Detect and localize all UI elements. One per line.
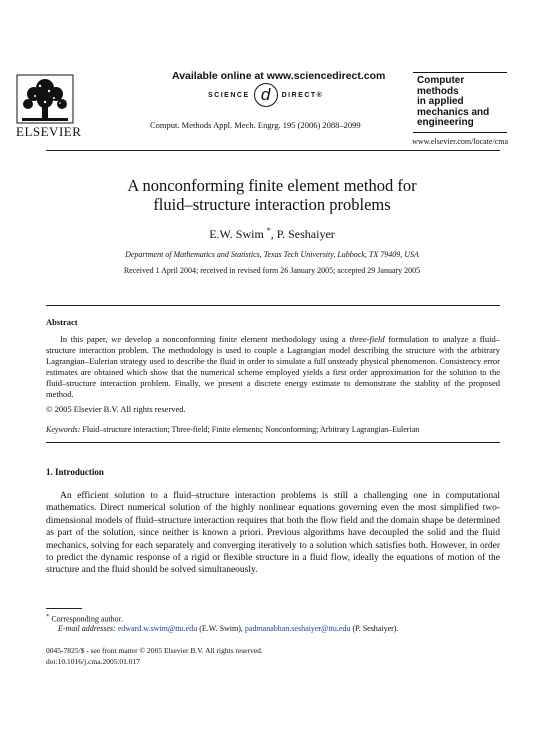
paper-title [0, 176, 544, 214]
authors [0, 226, 544, 242]
journal-title-line: in applied [417, 96, 464, 107]
footnote-mark: * [46, 613, 50, 620]
author-swim: E.W. Swim [209, 227, 264, 241]
elsevier-tree-logo-icon [16, 70, 74, 130]
author-seshaiyer: , P. Seshaiyer [270, 227, 335, 241]
abstract-emphasis: three-field [349, 334, 385, 344]
journal-title-line: mechanics and [417, 106, 490, 118]
journal-logo [413, 72, 507, 136]
available-online-text: Available online at www.sciencedirect.com [172, 70, 386, 82]
footnote-corresponding [46, 613, 123, 624]
email-name-seshaiyer: (P. Seshaiyer). [350, 624, 399, 633]
footnote-emails [58, 624, 398, 633]
copyright-notice: © 2005 Elsevier B.V. All rights reserved. [46, 404, 186, 414]
email-link-swim[interactable]: edward.w.swim@ttu.edu [117, 624, 198, 633]
sd-left-text: SCIENCE [208, 91, 250, 99]
affiliation: Department of Mathematics and Statistics, Texas Tech University, Lubbock, TX 79409, USA [125, 250, 419, 259]
journal-logo-rule [413, 132, 507, 136]
sd-right-text: DIRECT® [281, 91, 324, 99]
history-dates: Received 1 April 2004; received in revised form 26 January 2005; accepted 29 January 2005 [123, 266, 421, 275]
keywords-label: Keywords: [46, 425, 81, 434]
abstract-top-divider [46, 305, 500, 306]
abstract-heading: Abstract [46, 317, 78, 327]
sd-at-icon: d [254, 83, 278, 107]
introduction-body [46, 490, 500, 577]
intro-paragraph: An efficient solution to a fluid–structure interaction problems is still a challenging one in computational mathematics. Direct numerical solution of the highly nonlinear equations governing even the most simplified two-dimensional models of fluid–structure interaction requires that both the flow field and the domain shape be determined as part of the solution, since neither is known a priori. Previous algorithms have decoupled the solid and the fluid mechanics, solving for each separately and converging iteratively to a solution which satisfies both. However, in order to predict the dynamic response of a rigid or flexible structure in a fluid flow, ideally the equations of motion of the structure and the fluid should be solved simultaneously. [46, 491, 500, 576]
abstract-text-1: In this paper, we develop a nonconforming finite element methodology using a [60, 334, 350, 344]
header-divider [46, 150, 500, 151]
keywords [46, 425, 419, 434]
abstract-bottom-divider [46, 442, 500, 443]
journal-title-line: Computer methods [417, 75, 465, 97]
doi-line[interactable]: doi:10.1016/j.cma.2005.01.017 [46, 657, 140, 666]
abstract-body [46, 334, 500, 400]
issn-line: 0045-7825/$ - see front matter © 2005 Elsevier B.V. All rights reserved. [46, 646, 263, 655]
abstract-text-2: formulation to analyze a fluid–structure interaction problem. The methodology is used to couple a Lagrangian model describing the structure with the arbitrary Lagrangian–Eulerian strategy used to describe the fluid in order to simulate a full unsteady physical phenomenon. Consistency error estimates are obtained which show that the numerical scheme employed yields a first order approximation for the solution to the fluid–structure interaction problem. Finally, we present a discrete energy estimate to demonstrate the stablity of the proposed method. [46, 334, 500, 399]
keywords-list: Fluid–structure interaction; Three-field; Finite elements; Nonconforming; Arbitrary Lagrangian–Eulerian [80, 425, 420, 434]
corresponding-mark[interactable]: * [266, 226, 271, 235]
sciencedirect-logo [208, 82, 323, 108]
email-name-swim: (E.W. Swim), [197, 624, 245, 633]
journal-url-link[interactable]: www.elsevier.com/locate/cma [412, 137, 508, 146]
publisher-name: ELSEVIER [16, 124, 82, 139]
section-heading-introduction: 1. Introduction [46, 467, 104, 477]
email-link-seshaiyer[interactable]: padmanabhan.seshaiyer@ttu.edu [244, 624, 351, 633]
journal-reference: Comput. Methods Appl. Mech. Engrg. 195 (2006) 2088–2099 [150, 120, 361, 130]
email-label: E-mail addresses: [58, 624, 116, 633]
footnote-rule [46, 608, 82, 609]
footnote-corresponding-text: Corresponding author. [51, 614, 123, 624]
title-line-2: fluid–structure interaction problems [153, 195, 391, 214]
title-line-1: A nonconforming finite element method for [127, 176, 417, 195]
journal-title-line: engineering [417, 117, 474, 128]
